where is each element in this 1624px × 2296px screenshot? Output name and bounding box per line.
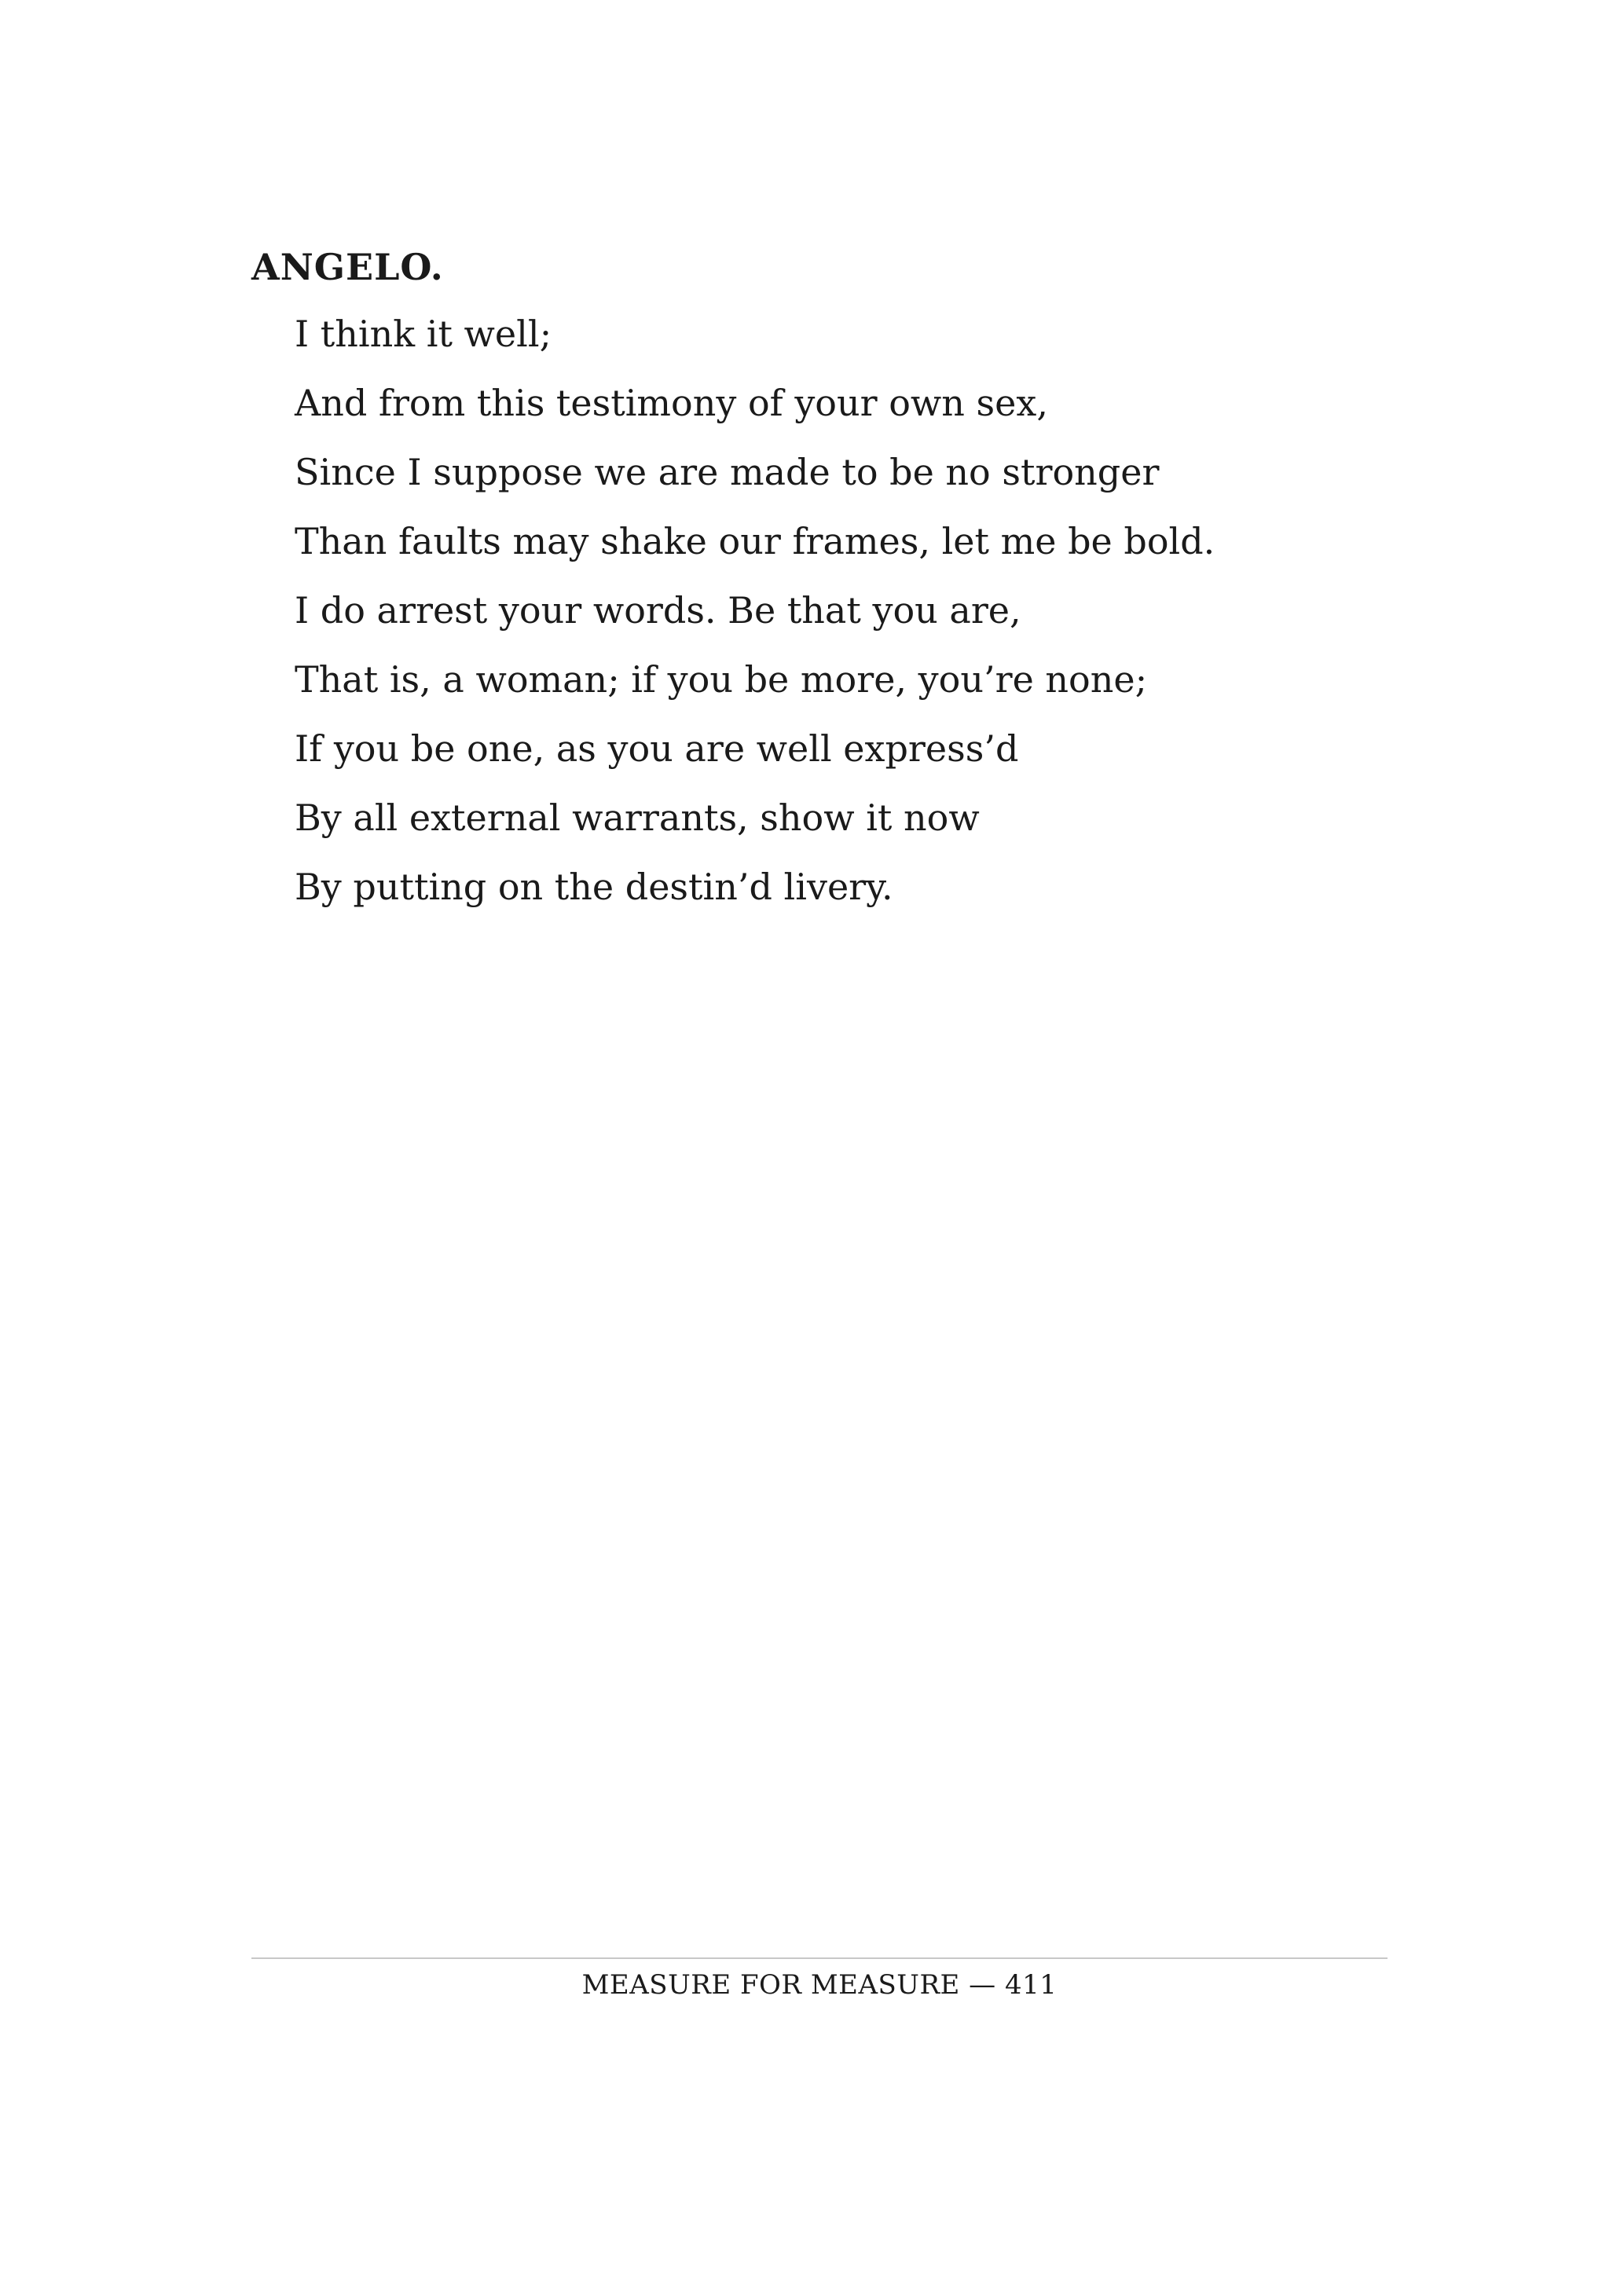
verse-line: If you be one, as you are well express’d	[295, 727, 1019, 770]
running-footer: MEASURE FOR MEASURE — 411	[581, 1969, 1058, 2001]
verse-line: And from this testimony of your own sex,	[295, 382, 1048, 424]
verse-line: Than faults may shake our frames, let me be bold.	[295, 520, 1215, 562]
verse-line: By putting on the destin’d livery.	[295, 866, 893, 908]
verse-line: Since I suppose we are made to be no stronger	[295, 451, 1160, 493]
speaker-name: ANGELO.	[251, 246, 444, 288]
verse-block	[295, 310, 1215, 932]
verse-line: I do arrest your words. Be that you are,	[295, 589, 1021, 632]
verse-line: By all external warrants, show it now	[295, 796, 980, 839]
footer-divider	[251, 1957, 1388, 1959]
verse-line: That is, a woman; if you be more, you’re none;	[295, 658, 1148, 701]
verse-line: I think it well;	[295, 313, 552, 355]
